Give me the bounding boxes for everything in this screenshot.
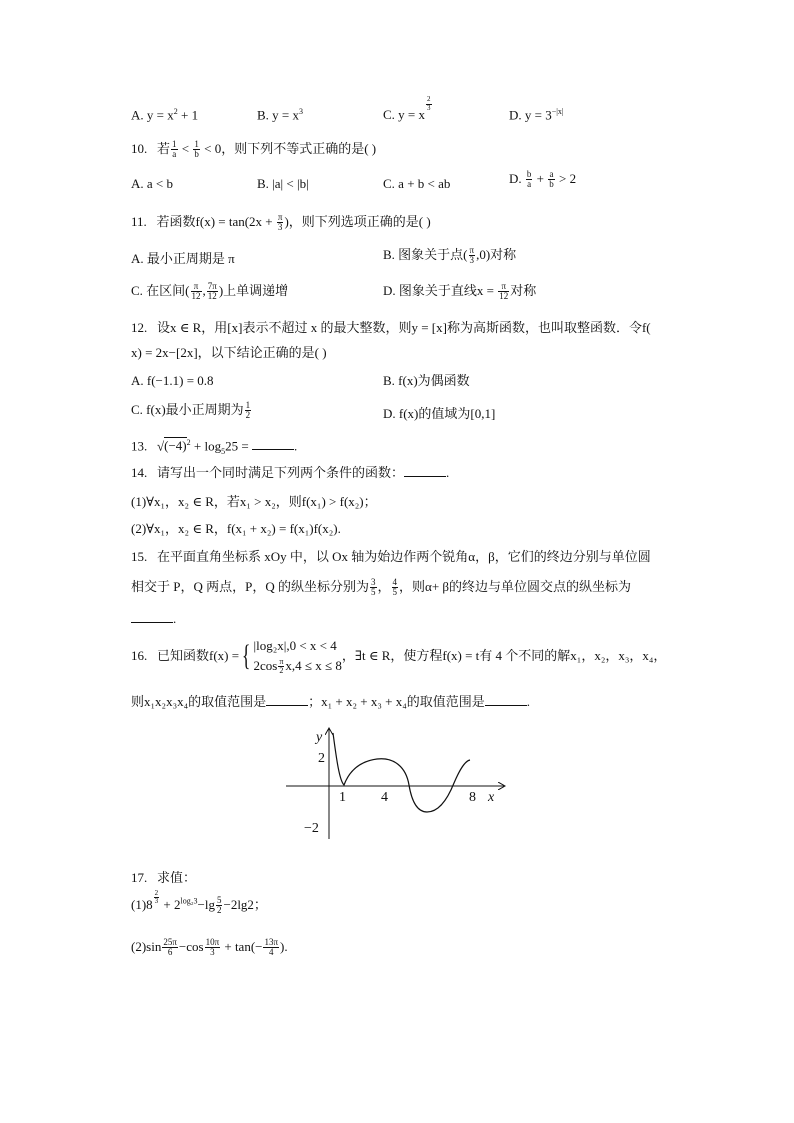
x-axis-label: x [488, 790, 495, 805]
q17-part-1: (1)8 $\frac{2}{3}$ + $2^{log_23}-\lg$ $\frac{5}{2}$ −2lg2； [131, 889, 267, 916]
q14-condition-1: (1)∀x₁，x₂ ∈ R，若x₁ > x₂，则f(x₁) > f(x₂)； [131, 494, 377, 509]
q13: 13. $√(-4)^2 + \log_525$ = . [131, 438, 298, 456]
q11-option-d: D. 图象关于直线x = $\frac{\pi}{12}$ 对称 [383, 281, 537, 302]
q14-stem: 14. 请写出一个同时满足下列两个条件的函数： . [131, 465, 450, 480]
y-tick-neg2: −2 [304, 821, 319, 836]
piecewise-cases: |log₂x|,0 < x < 4 2cos $\frac{\pi}{2}$ x,4 ≤ x ≤ 8 [253, 638, 342, 676]
q11-stem: 11. 若函数f(x) = tan(2x + $\frac{\pi}{3}$ )，则下列选项正确的是( ) [131, 212, 431, 233]
q14-answer-blank[interactable] [404, 466, 446, 477]
q16-stem: 16. 已知函数f(x) ={ |log₂x|,0 < x < 4 2cos $\frac{\pi}{2}$ x,4 ≤ x ≤ 8 ，∃t ∈ R，使方程f(x) = t有 4 个不同的解x₁，x₂，x₃，x₄， [131, 638, 667, 676]
q15-answer-blank[interactable] [131, 612, 173, 623]
piecewise-brace: { [241, 638, 251, 672]
q12-option-a: A. f(−1.1) = 0.8 [131, 373, 214, 388]
q13-answer-blank[interactable] [252, 439, 294, 450]
q10-option-c: C. a + b < ab [383, 176, 451, 191]
q10-option-d: D. $\frac{b}{a}$ + $\frac{a}{b}$ > 2 [509, 169, 577, 190]
q9-option-b: B. $y = x^3$ [257, 107, 304, 123]
q17-stem: 17. 求值： [131, 870, 197, 885]
q9-option-c: C. y = x $\frac{2}{3}$ [383, 95, 431, 122]
q11-option-b: B. 图象关于点( $\frac{\pi}{3}$ ,0)对称 [383, 245, 517, 266]
y-axis-label: y [316, 730, 323, 745]
q10-option-a: A. a < b [131, 176, 173, 191]
y-tick-2: 2 [318, 751, 325, 766]
function-graph [282, 725, 512, 849]
q12-line2: x) = 2x−[2x]，以下结论正确的是( ) [131, 345, 327, 360]
q9-option-a: A. $y = x^2 + 1$ [131, 107, 199, 123]
q16-line2: 则x₁x₂x₃x₄的取值范围是 ；x₁ + x₂ + x₃ + x₄的取值范围是 . [131, 694, 531, 709]
x-tick-4: 4 [381, 790, 388, 805]
q14-condition-2: (2)∀x₁，x₂ ∈ R，f(x₁ + x₂) = f(x₁)f(x₂). [131, 521, 341, 536]
q12-option-d: D. f(x)的值域为[0,1] [383, 406, 496, 421]
x-tick-8: 8 [469, 790, 476, 805]
function-curve [333, 733, 470, 812]
q11-option-a: A. 最小正周期是 π [131, 251, 235, 266]
q12-option-b: B. f(x)为偶函数 [383, 373, 470, 388]
q15-line2: 相交于 P，Q 两点，P，Q 的纵坐标分别为 $\frac{3}{5}$ ， $\frac{4}{5}$ ，则α+ β的终边与单位圆交点的纵坐标为 [131, 577, 632, 598]
q15-line1: 15. 在平面直角坐标系 xOy 中，以 Ox 轴为始边作两个锐角α，β，它们的终边分别与单位圆 [131, 549, 651, 564]
q10-option-b: B. |a| < |b| [257, 176, 309, 191]
q16-answer-blank-2[interactable] [485, 695, 527, 706]
q12-line1: 12. 设x ∈ R，用[x]表示不超过 x 的最大整数，则y = [x]称为高斯函数，也叫取整函数．令f( [131, 320, 651, 335]
q12-option-c: C. f(x)最小正周期为 $\frac{1}{2}$ [131, 400, 251, 421]
q17-part-2: (2)sin $\frac{25\pi}{6}$ −cos $\frac{10\pi}{3}$ + tan(− $\frac{13\pi}{4}$ ). [131, 937, 288, 958]
q9-option-d: D. $y = 3^{-|x|}$ [509, 107, 564, 123]
q10-stem: 10. 若 $\frac{1}{a}$ < $\frac{1}{b}$ < 0，则下列不等式正确的是( ) [131, 139, 377, 160]
q16-answer-blank-1[interactable] [266, 695, 308, 706]
q15-answer-line: . [131, 612, 176, 625]
q11-option-c: C. 在区间( $\frac{\pi}{12}$ , $\frac{7\pi}{12}$ )上单调递增 [131, 281, 289, 302]
x-tick-1: 1 [339, 790, 346, 805]
